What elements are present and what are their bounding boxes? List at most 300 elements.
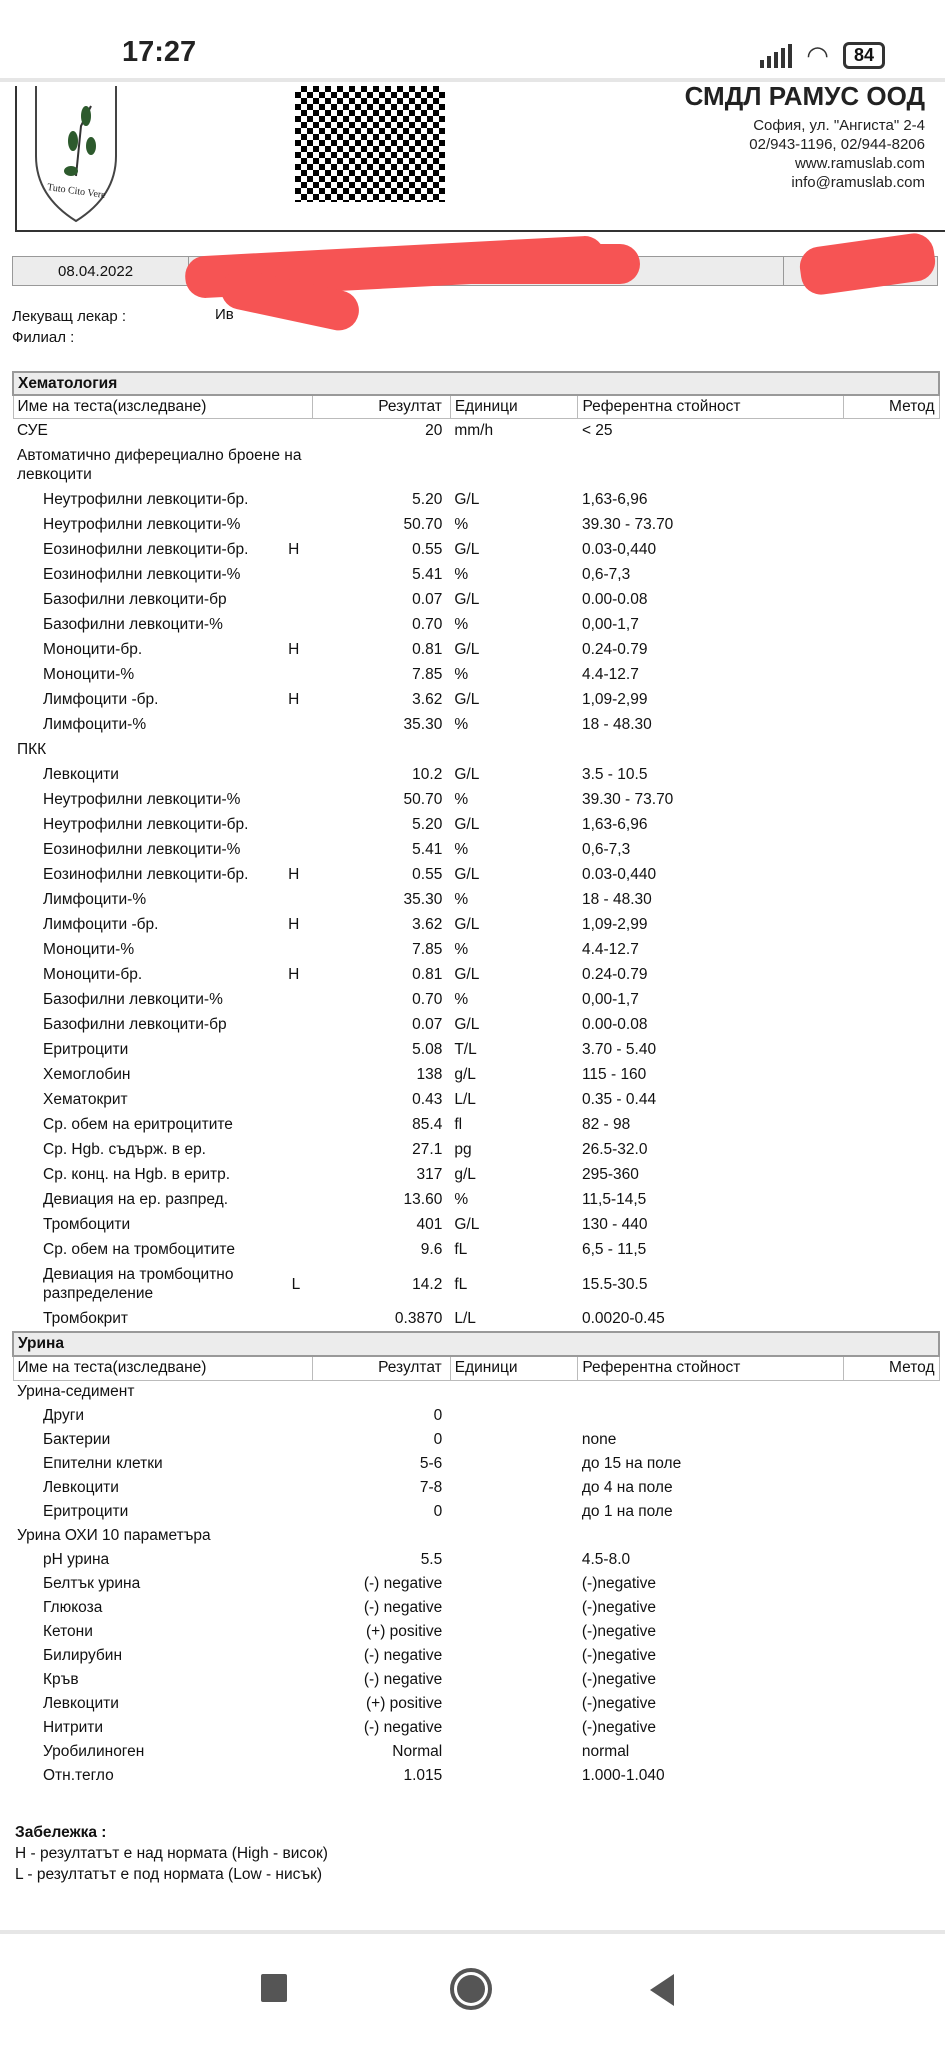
table-row xyxy=(13,912,939,937)
test-name xyxy=(13,1262,313,1306)
test-name-label: Глюкоза xyxy=(43,1599,103,1616)
table-row xyxy=(13,562,939,587)
units xyxy=(450,1572,578,1596)
result-value: (-) negative xyxy=(363,1719,443,1736)
test-name-label: Тромбоцити xyxy=(43,1215,131,1233)
test-name-label: Бактерии xyxy=(43,1431,111,1448)
method xyxy=(843,1380,939,1404)
method xyxy=(843,1524,939,1548)
test-name-label: Неутрофилни левкоцити-% xyxy=(43,515,241,533)
reference-range: normal xyxy=(581,1743,630,1760)
test-name xyxy=(13,737,313,762)
method xyxy=(843,1620,939,1644)
result-value: 5.5 xyxy=(420,1551,443,1568)
units xyxy=(450,1692,578,1716)
method xyxy=(843,712,939,737)
reference-range: (-)negative xyxy=(581,1623,656,1640)
col-method: Метод xyxy=(843,395,939,418)
reference-range: 39.30 - 73.70 xyxy=(581,515,674,533)
test-name xyxy=(13,862,313,887)
table-row xyxy=(13,662,939,687)
reference-range: 1,63-6,96 xyxy=(581,490,648,508)
table-row xyxy=(13,1764,939,1788)
method xyxy=(843,587,939,612)
method xyxy=(843,1740,939,1764)
test-name xyxy=(13,1087,313,1112)
lab-header xyxy=(15,81,945,232)
units: L/L xyxy=(454,1090,476,1108)
test-name-label: Еритроцити xyxy=(43,1040,129,1058)
test-name xyxy=(13,587,313,612)
result-value: 401 xyxy=(416,1215,443,1233)
method xyxy=(843,1716,939,1740)
units: fL xyxy=(454,1275,468,1293)
table-row xyxy=(13,862,939,887)
table-row xyxy=(13,418,939,443)
result-value: 85.4 xyxy=(412,1115,443,1133)
reference-range: < 25 xyxy=(581,421,613,439)
reference-range: 4.4-12.7 xyxy=(581,940,639,958)
result-value: 9.6 xyxy=(420,1240,443,1258)
table-row xyxy=(13,1087,939,1112)
method xyxy=(843,1668,939,1692)
method xyxy=(843,1087,939,1112)
table-row xyxy=(13,962,939,987)
test-name xyxy=(13,1187,313,1212)
units: G/L xyxy=(454,915,480,933)
test-name xyxy=(13,712,313,737)
table-row xyxy=(13,1112,939,1137)
units xyxy=(450,1428,578,1452)
test-name-label: Моноцити-% xyxy=(43,940,135,958)
test-name xyxy=(13,1620,313,1644)
method xyxy=(843,1112,939,1137)
result-value: 5.41 xyxy=(412,565,443,583)
test-name xyxy=(13,1548,313,1572)
qr-code xyxy=(295,86,445,202)
test-name-label: Тромбокрит xyxy=(43,1309,128,1327)
table-row xyxy=(13,987,939,1012)
table-row xyxy=(13,1380,939,1404)
result-value: 0 xyxy=(433,1407,443,1424)
test-name xyxy=(13,1012,313,1037)
test-name-label: Неутрофилни левкоцити-бр. xyxy=(43,490,249,508)
result-value: 7.85 xyxy=(412,940,443,958)
flag: H xyxy=(288,965,300,983)
units: % xyxy=(454,940,469,958)
result-value: 138 xyxy=(416,1065,443,1083)
test-name-label: Епителни клетки xyxy=(43,1455,163,1472)
method xyxy=(843,787,939,812)
urine-table xyxy=(12,1331,940,1788)
method xyxy=(843,612,939,637)
method xyxy=(843,862,939,887)
result-value: 5.20 xyxy=(412,815,443,833)
test-name-label: Ср. обем на тромбоцитите xyxy=(43,1240,235,1258)
units: fL xyxy=(454,1240,468,1258)
method xyxy=(843,1137,939,1162)
units xyxy=(450,1596,578,1620)
test-name-label: pH урина xyxy=(43,1551,110,1568)
method xyxy=(843,1262,939,1306)
method xyxy=(843,1062,939,1087)
test-name xyxy=(13,1596,313,1620)
test-name xyxy=(13,937,313,962)
reference-range: 4.5-8.0 xyxy=(581,1551,631,1568)
table-row xyxy=(13,1306,939,1331)
method xyxy=(843,1644,939,1668)
navigation-bar xyxy=(0,1930,945,2048)
reference-range: 3.70 - 5.40 xyxy=(581,1040,657,1058)
test-name xyxy=(13,962,313,987)
test-name-label: Други xyxy=(43,1407,85,1424)
test-name-label: Лимфоцити -бр. xyxy=(43,690,159,708)
lab-phones: 02/943-1196, 02/944-8206 xyxy=(749,136,925,153)
table-row xyxy=(13,887,939,912)
table-row xyxy=(13,812,939,837)
reference-range: до 4 на поле xyxy=(581,1479,673,1496)
flag: H xyxy=(288,865,300,883)
doctor-label: Лекуващ лекар : xyxy=(12,308,127,325)
test-name xyxy=(13,837,313,862)
units xyxy=(450,1644,578,1668)
result-value: 13.60 xyxy=(403,1190,443,1208)
result-value: (+) positive xyxy=(366,1623,443,1640)
reference-range xyxy=(578,1380,843,1404)
test-name-label: Левкоцити xyxy=(43,1695,119,1712)
test-name xyxy=(13,1452,313,1476)
test-name-label: Базофилни левкоцити-% xyxy=(43,990,223,1008)
units xyxy=(450,737,578,762)
method xyxy=(843,837,939,862)
flag: H xyxy=(288,915,300,933)
result-value: 317 xyxy=(416,1165,443,1183)
units: % xyxy=(454,665,469,683)
units: mm/h xyxy=(454,421,494,439)
units xyxy=(450,1740,578,1764)
result-value: 7.85 xyxy=(412,665,443,683)
result-value: 0.70 xyxy=(412,615,443,633)
reference-range: 18 - 48.30 xyxy=(581,890,652,908)
test-name-label: Базофилни левкоцити-% xyxy=(43,615,223,633)
table-row xyxy=(13,687,939,712)
units: % xyxy=(454,565,469,583)
method xyxy=(843,537,939,562)
method xyxy=(843,487,939,512)
test-name xyxy=(13,1476,313,1500)
table-row xyxy=(13,487,939,512)
test-name-label: Неутрофилни левкоцити-% xyxy=(43,790,241,808)
result-value: 5.20 xyxy=(412,490,443,508)
test-name xyxy=(13,1404,313,1428)
table-row xyxy=(13,1716,939,1740)
result-value: 1.015 xyxy=(403,1767,443,1784)
reference-range: 0,00-1,7 xyxy=(581,615,639,633)
table-row xyxy=(13,537,939,562)
note-high: H - резултатът е над нормата (High - висок) xyxy=(15,1845,328,1862)
result-value: 35.30 xyxy=(403,890,443,908)
units xyxy=(450,1500,578,1524)
test-name xyxy=(13,537,313,562)
table-row xyxy=(13,1500,939,1524)
method xyxy=(843,887,939,912)
flag: H xyxy=(288,540,300,558)
result-value: 0.55 xyxy=(412,540,443,558)
result-value: 0.55 xyxy=(412,865,443,883)
table-row xyxy=(13,1740,939,1764)
units: G/L xyxy=(454,590,480,608)
test-name-label: Лимфоцити -бр. xyxy=(43,915,159,933)
units: pg xyxy=(454,1140,472,1158)
units xyxy=(450,1452,578,1476)
recents-button[interactable] xyxy=(261,1974,287,2002)
table-row xyxy=(13,737,939,762)
units xyxy=(450,1476,578,1500)
units xyxy=(450,1716,578,1740)
redaction xyxy=(797,231,937,297)
table-row xyxy=(13,1037,939,1062)
table-row xyxy=(13,587,939,612)
reference-range: (-)negative xyxy=(581,1719,656,1736)
logo-motto: Tuto Cito Vere xyxy=(46,181,107,202)
test-name-label: Ср. обем на еритроцитите xyxy=(43,1115,233,1133)
reference-range: 0.24-0.79 xyxy=(581,965,648,983)
units: G/L xyxy=(454,490,480,508)
result-value: 50.70 xyxy=(403,790,443,808)
lab-web[interactable]: www.ramuslab.com xyxy=(794,155,925,172)
test-name-label: Девиация на ер. разпред. xyxy=(43,1190,229,1208)
method xyxy=(843,1500,939,1524)
test-name xyxy=(13,1137,313,1162)
test-name-label: Хематокрит xyxy=(43,1090,128,1108)
reference-range: 0.0020-0.45 xyxy=(581,1309,665,1327)
test-name xyxy=(13,1237,313,1262)
reference-range: 6,5 - 11,5 xyxy=(581,1240,647,1258)
reference-range: 130 - 440 xyxy=(581,1215,648,1233)
method xyxy=(843,1306,939,1331)
reference-range: (-)negative xyxy=(581,1599,656,1616)
reference-range: 0.00-0.08 xyxy=(581,590,648,608)
reference-range: 0.03-0,440 xyxy=(581,865,657,883)
test-name-label: Еозинофилни левкоцити-% xyxy=(43,840,241,858)
reference-range: 4.4-12.7 xyxy=(581,665,639,683)
method xyxy=(843,1452,939,1476)
test-name-label: СУЕ xyxy=(17,421,48,439)
method xyxy=(843,937,939,962)
units: G/L xyxy=(454,765,480,783)
reference-range: 295-360 xyxy=(581,1165,639,1183)
result-value: (-) negative xyxy=(363,1575,443,1592)
battery-icon: 84 xyxy=(843,42,885,69)
note-title: Забележка : xyxy=(15,1824,107,1841)
units: G/L xyxy=(454,865,480,883)
test-name xyxy=(13,1764,313,1788)
test-name xyxy=(13,1212,313,1237)
method xyxy=(843,1404,939,1428)
reference-range: 18 - 48.30 xyxy=(581,715,652,733)
test-name xyxy=(13,1524,313,1548)
test-name xyxy=(13,612,313,637)
result-value: 50.70 xyxy=(403,515,443,533)
test-name-label: Кръв xyxy=(43,1671,79,1688)
result-value xyxy=(313,1524,451,1548)
result-value: 3.62 xyxy=(412,915,443,933)
method xyxy=(843,1212,939,1237)
reference-range: 1,09-2,99 xyxy=(581,690,648,708)
test-name xyxy=(13,1740,313,1764)
table-row xyxy=(13,787,939,812)
home-button[interactable] xyxy=(450,1968,492,2010)
col-name: Име на теста(изследване) xyxy=(13,1356,313,1380)
test-name xyxy=(13,1572,313,1596)
test-name-label: Билирубин xyxy=(43,1647,122,1664)
table-row xyxy=(13,1572,939,1596)
lab-address: София, ул. "Ангиста" 2-4 xyxy=(753,117,925,134)
test-name xyxy=(13,1428,313,1452)
reference-range xyxy=(578,1404,843,1428)
method xyxy=(843,812,939,837)
test-name xyxy=(13,762,313,787)
test-name xyxy=(13,1162,313,1187)
table-row xyxy=(13,1237,939,1262)
test-name xyxy=(13,512,313,537)
units: g/L xyxy=(454,1065,476,1083)
report-date: 08.04.2022 xyxy=(58,263,134,280)
units: fl xyxy=(454,1115,463,1133)
status-bar xyxy=(0,0,945,82)
reference-range xyxy=(578,1524,843,1548)
reference-range: (-)negative xyxy=(581,1671,656,1688)
reference-range: 0,6-7,3 xyxy=(581,840,631,858)
table-row xyxy=(13,512,939,537)
method xyxy=(843,1572,939,1596)
method xyxy=(843,1692,939,1716)
test-name xyxy=(13,687,313,712)
test-name-label: Левкоцити xyxy=(43,765,119,783)
test-name-label: Ср. Hgb. съдърж. в ер. xyxy=(43,1140,206,1158)
table-row xyxy=(13,1644,939,1668)
test-name xyxy=(13,1380,313,1404)
table-row xyxy=(13,1404,939,1428)
reference-range: 115 - 160 xyxy=(581,1065,647,1083)
units xyxy=(450,1764,578,1788)
reference-range: 0.00-0.08 xyxy=(581,1015,648,1033)
test-name xyxy=(13,1112,313,1137)
test-name xyxy=(13,1062,313,1087)
method xyxy=(843,418,939,443)
result-value: 0.70 xyxy=(412,990,443,1008)
test-name xyxy=(13,1692,313,1716)
units: G/L xyxy=(454,1215,480,1233)
section-header xyxy=(13,372,939,395)
test-name-label: Моноцити-бр. xyxy=(43,965,143,983)
result-value: 0.81 xyxy=(412,965,443,983)
test-name-label: Уробилиноген xyxy=(43,1743,145,1760)
units xyxy=(450,1380,578,1404)
method xyxy=(843,1476,939,1500)
test-name xyxy=(13,443,450,487)
reference-range xyxy=(578,737,843,762)
table-row xyxy=(13,1212,939,1237)
col-units: Единици xyxy=(450,395,578,418)
table-row xyxy=(13,1187,939,1212)
reference-range: 0.03-0,440 xyxy=(581,540,657,558)
result-value: 0.43 xyxy=(412,1090,443,1108)
units: g/L xyxy=(454,1165,476,1183)
wifi-icon: ◠ xyxy=(806,40,829,70)
table-row xyxy=(13,443,939,487)
test-name-label: Еозинофилни левкоцити-бр. xyxy=(43,865,249,883)
lab-email[interactable]: info@ramuslab.com xyxy=(791,174,925,191)
units xyxy=(450,1668,578,1692)
col-ref: Референтна стойност xyxy=(578,395,843,418)
reference-range: (-)negative xyxy=(581,1695,656,1712)
test-name xyxy=(13,812,313,837)
units: G/L xyxy=(454,815,480,833)
test-name-label: Неутрофилни левкоцити-бр. xyxy=(43,815,249,833)
result-value: 35.30 xyxy=(403,715,443,733)
result-value: 0.07 xyxy=(412,1015,443,1033)
units: % xyxy=(454,715,469,733)
test-name xyxy=(13,418,313,443)
units: G/L xyxy=(454,690,480,708)
test-name xyxy=(13,487,313,512)
test-name xyxy=(13,987,313,1012)
method xyxy=(843,912,939,937)
reference-range: до 15 на поле xyxy=(581,1455,682,1472)
reference-range: 0.35 - 0.44 xyxy=(581,1090,657,1108)
table-row xyxy=(13,637,939,662)
test-name xyxy=(13,787,313,812)
test-name xyxy=(13,912,313,937)
method xyxy=(843,637,939,662)
test-name xyxy=(13,1644,313,1668)
units: G/L xyxy=(454,965,480,983)
test-name xyxy=(13,562,313,587)
result-value: (-) negative xyxy=(363,1671,443,1688)
flag: H xyxy=(288,690,300,708)
reference-range: 26.5-32.0 xyxy=(581,1140,648,1158)
method xyxy=(843,1012,939,1037)
test-name-label: Еозинофилни левкоцити-бр. xyxy=(43,540,249,558)
test-name xyxy=(13,1306,313,1331)
method xyxy=(843,1428,939,1452)
method xyxy=(843,443,939,487)
table-row xyxy=(13,1524,939,1548)
result-value: 0.3870 xyxy=(394,1309,443,1327)
units xyxy=(450,1548,578,1572)
section-title: Хематология xyxy=(13,372,939,395)
test-name xyxy=(13,1500,313,1524)
test-name-label: Еритроцити xyxy=(43,1503,129,1520)
test-name-label: Левкоцити xyxy=(43,1479,119,1496)
table-row xyxy=(13,712,939,737)
test-name-label: Моноцити-% xyxy=(43,665,135,683)
units: G/L xyxy=(454,1015,480,1033)
test-name-label: Отн.тегло xyxy=(43,1767,114,1784)
result-value: 27.1 xyxy=(412,1140,443,1158)
method xyxy=(843,762,939,787)
method xyxy=(843,1548,939,1572)
result-value: (-) negative xyxy=(363,1647,443,1664)
reference-range: (-)negative xyxy=(581,1575,656,1592)
test-name-label: Урина ОХИ 10 параметъра xyxy=(17,1527,211,1544)
back-button[interactable] xyxy=(650,1974,674,2006)
method xyxy=(843,1596,939,1620)
table-row xyxy=(13,1062,939,1087)
test-name-label: Ср. конц. на Hgb. в еритр. xyxy=(43,1165,231,1183)
method xyxy=(843,562,939,587)
